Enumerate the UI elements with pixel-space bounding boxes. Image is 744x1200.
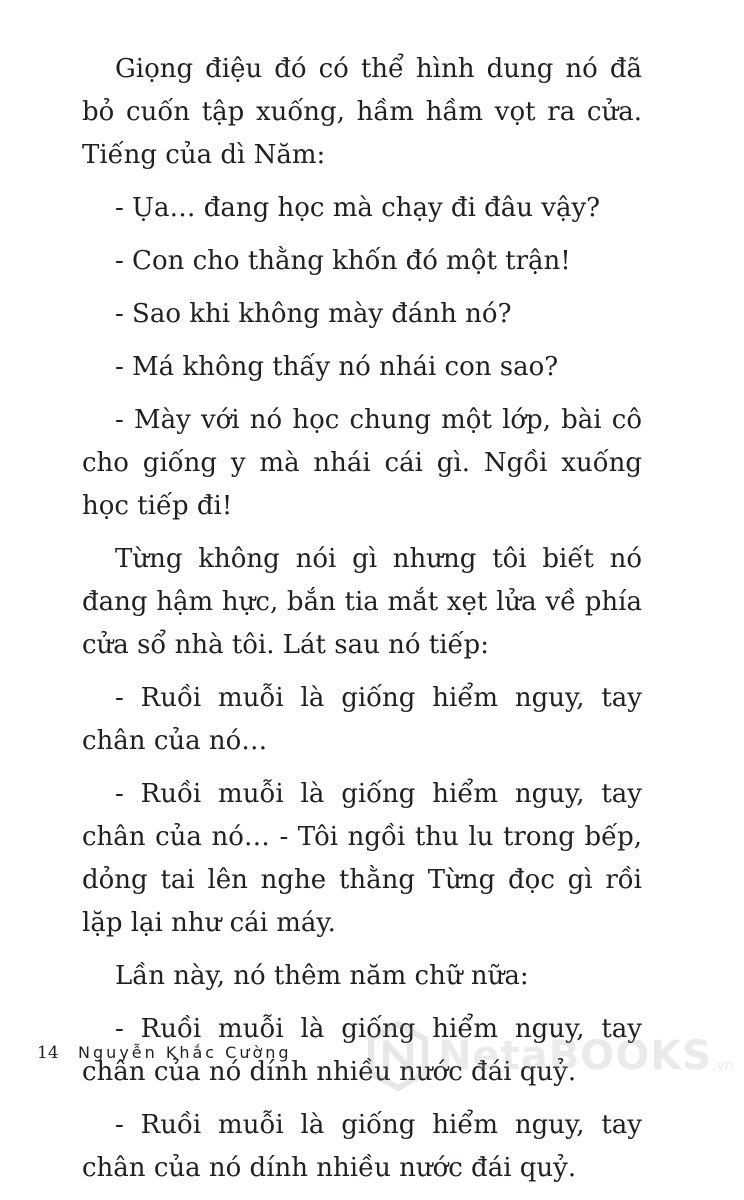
page-number: 14: [37, 1043, 59, 1063]
narration-paragraph: Lần này, nó thêm năm chữ nữa:: [115, 961, 529, 991]
page-footer: [37, 1043, 292, 1063]
dialogue-line: - Ruồi muỗi là giống hiểm nguy, tay chân của nó dính nhiều nước đái quỷ.: [82, 1014, 642, 1087]
dialogue-line: - Má không thấy nó nhái con sao?: [115, 352, 559, 382]
dialogue-line: - Ruồi muỗi là giống hiểm nguy, tay chân của nó dính nhiều nước đái quỷ.: [82, 1110, 642, 1183]
dialogue-line: - Mày với nó học chung một lớp, bài cô cho giống y mà nhái cái gì. Ngồi xuống học tiếp đi!: [82, 405, 642, 521]
watermark: [368, 1016, 744, 1096]
author-name: Nguyễn Khắc Cường: [78, 1043, 292, 1062]
hexagon-n-logo-icon: [368, 1021, 428, 1091]
dialogue-line: - Sao khi không mày đánh nó?: [115, 299, 512, 329]
narration-paragraph: Từng không nói gì nhưng tôi biết nó đang hậm hực, bắn tia mắt xẹt lửa về phía cửa sổ nhà tôi. Lát sau nó tiếp:: [82, 544, 642, 660]
paragraph-1: Giọng điệu đó có thể hình dung nó đã bỏ cuốn tập xuống, hầm hầm vọt ra cửa. Tiếng của dì Năm:: [82, 54, 642, 170]
watermark-suffix: .vn: [712, 1058, 734, 1074]
dialogue-line: - Con cho thằng khốn đó một trận!: [115, 246, 571, 276]
dialogue-line: - Ụa… đang học mà chạy đi đâu vậy?: [115, 193, 601, 223]
dialogue-line: - Ruồi muỗi là giống hiểm nguy, tay chân của nó…: [82, 683, 642, 756]
dialogue-line: - Ruồi muỗi là giống hiểm nguy, tay chân của nó… - Tôi ngồi thu lu trong bếp, dỏng tai lên nghe thằng Từng đọc gì rồi lặp lại như cái máy.: [82, 779, 642, 938]
watermark-brand: NetaBOOKS: [438, 1033, 713, 1079]
